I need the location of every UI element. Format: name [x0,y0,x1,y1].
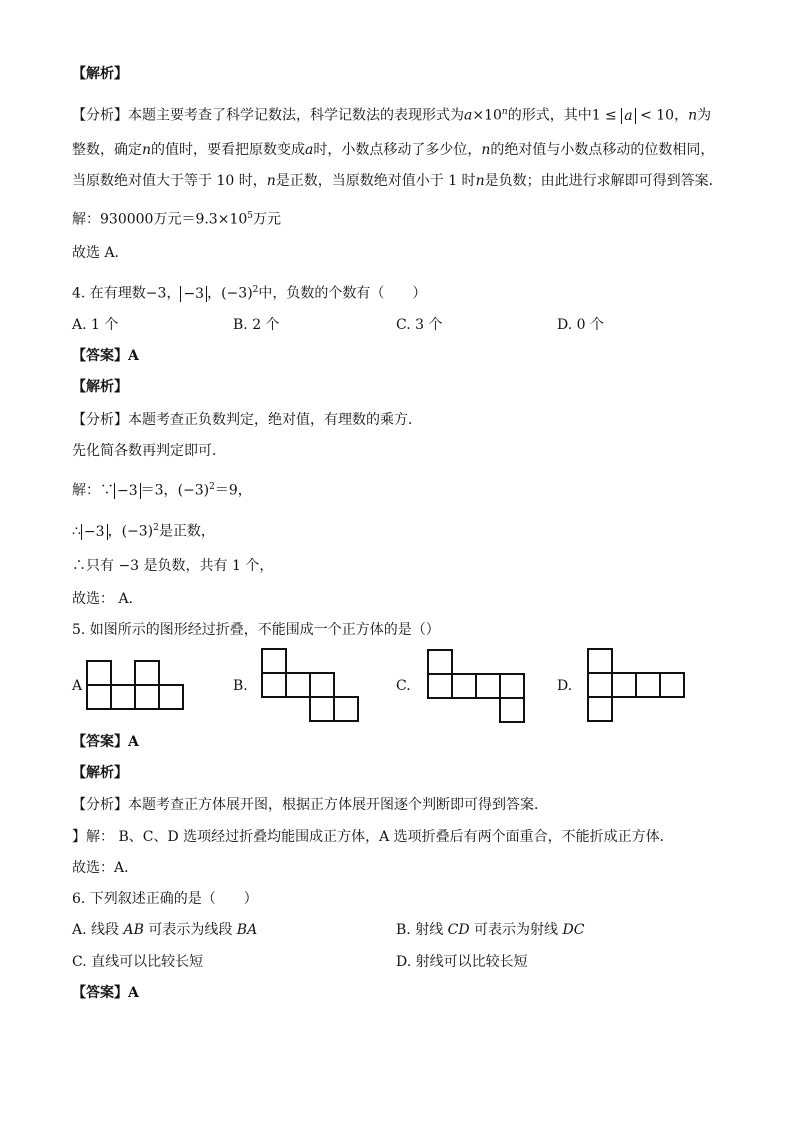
q4-stem: 4. 在有理数−3， −3 ，$(-3)^2$中，负数的个数有（ ） [72,285,427,302]
q4-option-c: C. 3 个 [396,317,443,333]
q3-analysis-line3: 当原数绝对值大于等于 10 时，n是正数，当原数绝对值小于 1 时n是负数；由此进行求解即可得到答案． [72,173,723,189]
q6-option-c: C. 直线可以比较长短 [72,954,204,970]
q3-solve: 解：930000万元$=9.3\times 10^5$万元 [72,211,281,228]
q4-option-d: D. 0 个 [557,317,604,333]
q3-analysis-line1: 【分析】本题主要考查了科学记数法，科学记数法的表现形式为$a\times 10^n$的形式，其中1 ≤ a < 10，n为 [72,107,712,124]
q5-label-a: A [72,678,83,694]
q5-label-b: B. [233,678,248,694]
q4-choose: 故选： A． [72,591,143,607]
q5-stem: 5. 如图所示的图形经过折叠，不能围成一个正方体的是（） [72,622,440,638]
q5-analysis: 【分析】本题考查正方体展开图，根据正方体展开图逐个判断即可得到答案． [72,797,548,813]
q4-only: ∴只有 −3 是负数，共有 1 个， [72,558,274,574]
q6-stem: 6. 下列叙述正确的是（ ） [72,891,258,907]
q4-jiexi: 【解析】 [72,379,128,395]
q4-step1: 先化简各数再判定即可． [72,443,226,459]
q5-answer: 【答案】A [72,734,139,750]
q5-solution: 】解： B、C、D 选项经过折叠均能围成正方体，A 选项折叠后有两个面重合，不能折成正方体． [72,829,674,845]
q4-solution: 解：∵ −3 ＝3，$(-3)^2=9$， [72,482,252,499]
q4-therefore: ∴ −3 ，$(-3)^2$是正数， [72,523,215,540]
q5-figure-b [261,648,363,724]
q5-figure-c [427,649,529,725]
q4-option-a: A. 1 个 [72,317,119,333]
q6-answer: 【答案】A [72,985,139,1001]
q3-analysis-line2: 整数，确定n的值时，要看把原数变成a时，小数点移动了多少位，n的绝对值与小数点移动的位数相同， [72,142,715,158]
jiexi-heading: 【解析】 [72,66,128,82]
q5-label-d: D. [557,678,573,694]
q4-analysis: 【分析】本题考查正负数判定，绝对值，有理数的乘方． [72,412,422,428]
q4-option-b: B. 2 个 [233,317,280,333]
q6-option-d: D. 射线可以比较长短 [396,954,528,970]
q6-option-a: A. 线段 AB 可表示为线段 BA [72,922,258,938]
q3-choose: 故选 A． [72,245,129,261]
q6-option-b: B. 射线 CD 可表示为射线 DC [396,922,585,938]
q5-figure-d [587,648,689,724]
q5-label-c: C. [396,678,411,694]
q5-choose: 故选：A． [72,860,139,876]
q5-jiexi: 【解析】 [72,765,128,781]
abs-a: a [621,108,635,124]
q4-answer: 【答案】A [72,348,139,364]
q5-figure-a [86,660,188,710]
